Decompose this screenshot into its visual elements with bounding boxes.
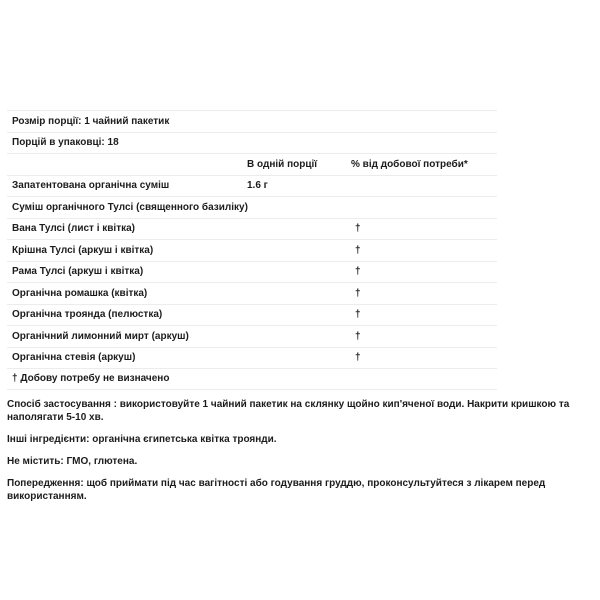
warning: Попередження: щоб приймати під час вагітності або годування груддю, проконсультуйтеся з лікарем перед використанням. — [7, 478, 546, 502]
ingredient-daily-value: † — [355, 309, 361, 321]
table-row — [7, 325, 497, 347]
table-row — [7, 261, 497, 283]
ingredient-daily-value: † — [355, 266, 361, 278]
header-amount: В одній порції — [247, 158, 318, 170]
ingredient-name: Органічний лимонний мирт (аркуш) — [12, 330, 189, 342]
ingredient-name: Вана Тулсі (лист і квітка) — [12, 223, 136, 235]
table-row — [7, 347, 497, 369]
free-of: Не містить: ГМО, глютена. — [7, 456, 138, 467]
usage-instructions: Спосіб застосування : використовуйте 1 чайний пакетик на склянку щойно кип'яченої води. Накрити кришкою та наполягати 5-10 хв. — [7, 399, 570, 423]
product-notes — [7, 398, 597, 512]
ingredient-amount: 1.6 г — [247, 180, 268, 192]
ingredient-daily-value: † — [355, 330, 361, 342]
servings-per-container-row — [7, 132, 497, 154]
table-header-row — [7, 153, 497, 175]
footnote: † Добову потребу не визначено — [12, 373, 170, 385]
serving-size: Розмір порції: 1 чайний пакетик — [12, 115, 170, 127]
serving-size-row — [7, 110, 497, 132]
supplement-facts-table — [7, 110, 497, 390]
header-daily-value: % від добової потреби* — [351, 158, 468, 170]
ingredient-daily-value: † — [355, 287, 361, 299]
table-row — [7, 218, 497, 240]
ingredient-daily-value: † — [355, 223, 361, 235]
table-row — [7, 175, 497, 197]
ingredient-name: Крішна Тулсі (аркуш і квітка) — [12, 244, 154, 256]
table-row — [7, 239, 497, 261]
ingredient-name: Суміш органічного Тулсі (священного базиліку) — [12, 201, 248, 213]
table-row — [7, 282, 497, 304]
servings-per-container: Порцій в упаковці: 18 — [12, 137, 119, 149]
ingredient-daily-value: † — [355, 352, 361, 364]
table-row — [7, 304, 497, 326]
ingredient-name: Запатентована органічна суміш — [12, 180, 170, 192]
ingredient-name: Органічна стевія (аркуш) — [12, 352, 136, 364]
table-row — [7, 196, 497, 218]
ingredient-name: Органічна троянда (пелюстка) — [12, 309, 163, 321]
ingredient-daily-value: † — [355, 244, 361, 256]
ingredient-name: Органічна ромашка (квітка) — [12, 287, 148, 299]
footnote-row — [7, 368, 497, 390]
ingredient-name: Рама Тулсі (аркуш і квітка) — [12, 266, 144, 278]
other-ingredients: Інші інгредієнти: органічна єгипетська квітка троянди. — [7, 434, 277, 445]
